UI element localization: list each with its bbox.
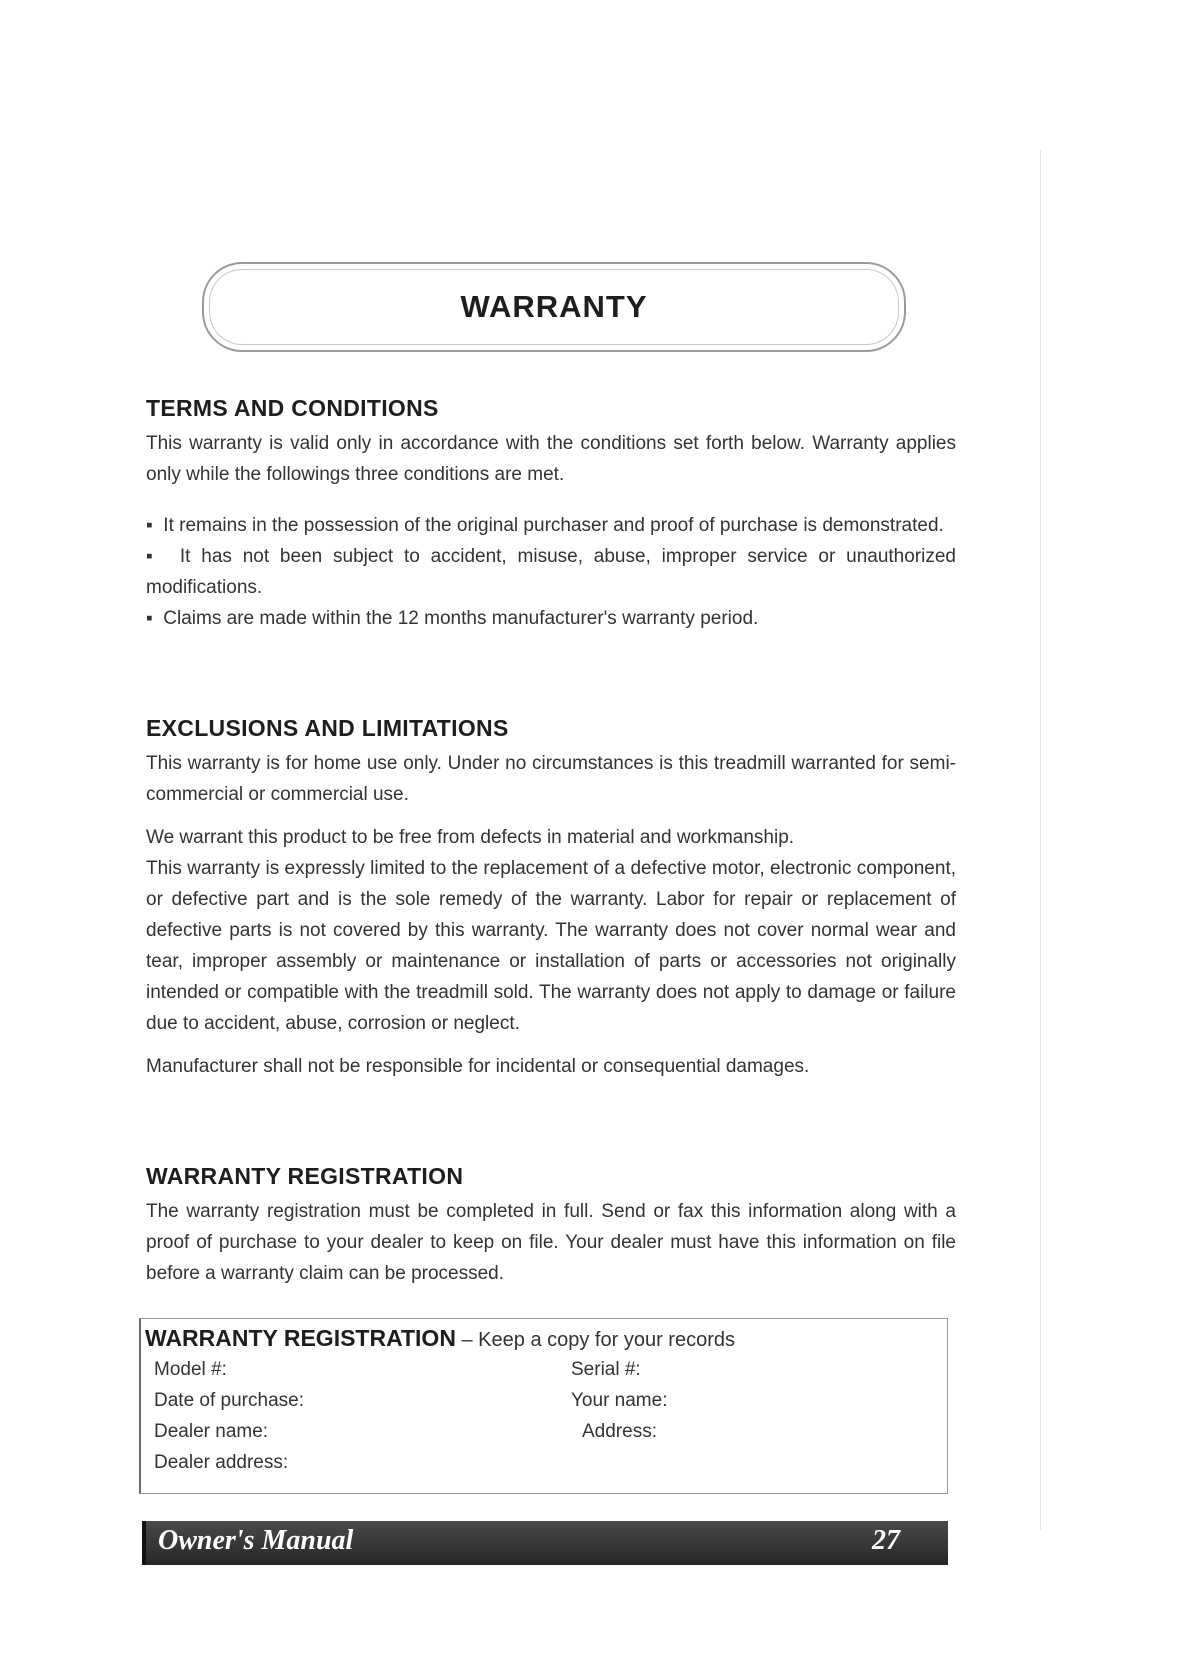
terms-section xyxy=(146,395,956,634)
page-edge-line xyxy=(1040,150,1041,1530)
page-number: 27 xyxy=(872,1525,900,1556)
terms-bullet: ▪ It remains in the possession of the original purchaser and proof of purchase is demonstrated. xyxy=(146,510,956,541)
registration-heading: WARRANTY REGISTRATION xyxy=(146,1163,464,1189)
exclusions-section xyxy=(146,715,956,1082)
exclusions-para-2: We warrant this product to be free from defects in material and workmanship. xyxy=(146,827,795,848)
exclusions-para-4: Manufacturer shall not be responsible for incidental or consequential damages. xyxy=(146,1056,810,1077)
exclusions-heading: EXCLUSIONS AND LIMITATIONS xyxy=(146,715,509,741)
terms-bullet-list xyxy=(146,510,956,634)
terms-heading: TERMS AND CONDITIONS xyxy=(146,395,439,421)
dealer-address-field-label: Dealer address: xyxy=(154,1452,289,1473)
registration-section xyxy=(146,1163,956,1289)
exclusions-para-1: This warranty is for home use only. Under no circumstances is this treadmill warranted for semi-commercial or commercial use. xyxy=(146,753,956,805)
form-subtitle: – Keep a copy for your records xyxy=(455,1329,735,1351)
form-header xyxy=(145,1325,735,1352)
terms-intro: This warranty is valid only in accordance with the conditions set forth below. Warranty applies only while the followings three conditions are met. xyxy=(146,433,956,485)
address-field-label: Address: xyxy=(582,1421,657,1442)
terms-bullet: ▪ It has not been subject to accident, misuse, abuse, improper service or unauthorized modifications. xyxy=(146,541,956,603)
model-field-label: Model #: xyxy=(154,1359,227,1380)
registration-body: The warranty registration must be completed in full. Send or fax this information along with a proof of purchase to your dealer to keep on file. Your dealer must have this information on file before a warranty claim can be processed. xyxy=(146,1201,956,1284)
footer-bar xyxy=(142,1521,948,1565)
serial-field-label: Serial #: xyxy=(571,1359,641,1380)
dealer-name-field-label: Dealer name: xyxy=(154,1421,269,1442)
footer-manual-label: Owner's Manual xyxy=(158,1525,354,1556)
purchase-date-field-label: Date of purchase: xyxy=(154,1390,304,1411)
form-title: WARRANTY REGISTRATION xyxy=(145,1325,456,1351)
exclusions-para-3: This warranty is expressly limited to the replacement of a defective motor, electronic component, or defective part and is the sole remedy of the warranty. Labor for repair or replacement of defective parts is not covered by this warranty. The warranty does not cover normal wear and tear, improper assembly or maintenance or installation of parts or accessories not originally intended or compatible with the treadmill sold. The warranty does not apply to damage or failure due to accident, abuse, corrosion or neglect. xyxy=(146,858,956,1034)
title-banner xyxy=(202,262,906,352)
your-name-field-label: Your name: xyxy=(571,1390,668,1411)
terms-bullet: ▪ Claims are made within the 12 months manufacturer's warranty period. xyxy=(146,603,956,634)
registration-form xyxy=(139,1318,948,1494)
page-title: WARRANTY xyxy=(460,289,648,324)
